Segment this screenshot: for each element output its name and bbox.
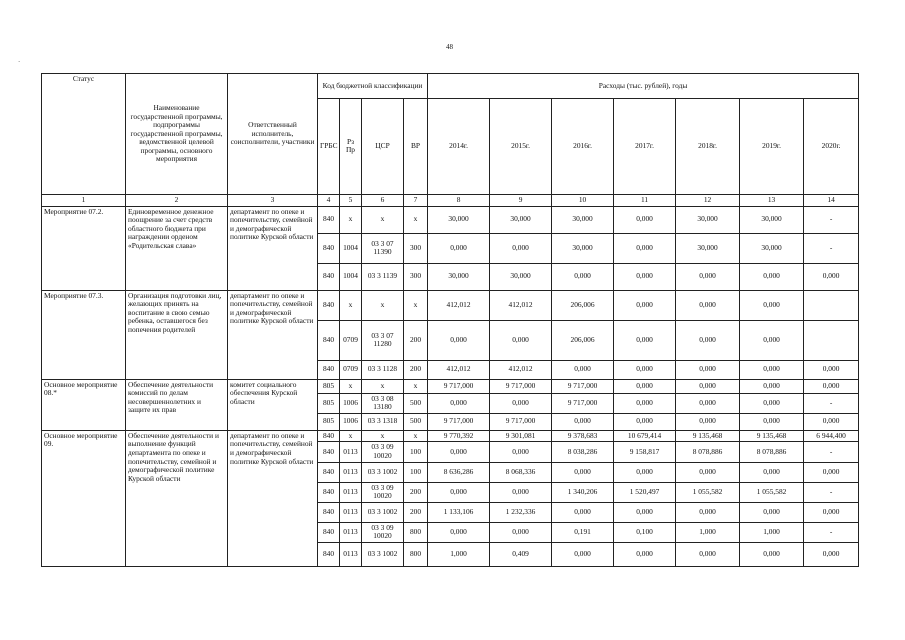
cell-value: 0,000 — [490, 393, 552, 413]
cell-value — [804, 290, 859, 320]
row-status: Мероприятие 07.3. — [42, 290, 126, 379]
header-csr: ЦСР — [362, 98, 404, 194]
cell-value: 1 340,206 — [552, 482, 614, 502]
column-number: 4 — [318, 195, 340, 207]
cell-value: 0,000 — [552, 413, 614, 430]
header-year: 2020г. — [804, 98, 859, 194]
row-responsible: департамент по опеке и попечительству, семейной и демографической политике Курской области — [228, 290, 318, 379]
table-row — [42, 379, 859, 393]
cell-value: 9 770,392 — [428, 430, 490, 442]
cell-value: 0,000 — [740, 413, 804, 430]
column-number: 1 — [42, 195, 126, 207]
cell-value: 0,000 — [614, 462, 676, 482]
cell-vr: 800 — [404, 522, 428, 542]
cell-rzpr: 1006 — [340, 413, 362, 430]
row-status: Основное мероприятие 09. — [42, 430, 126, 566]
cell-value: 0,000 — [614, 263, 676, 290]
cell-vr: x — [404, 379, 428, 393]
cell-rzpr: 0113 — [340, 522, 362, 542]
cell-value: 30,000 — [740, 206, 804, 233]
cell-value: 412,012 — [490, 290, 552, 320]
cell-value: 206,006 — [552, 290, 614, 320]
header-budget-code: Код бюджетной классификации — [318, 74, 428, 99]
cell-value: 0,000 — [552, 462, 614, 482]
cell-csr: 03 3 1128 — [362, 360, 404, 379]
column-number: 11 — [614, 195, 676, 207]
row-name: Организация подготовки лиц, желающих принять на воспитание в свою семью ребенка, оставшегося без попечения родителей — [126, 290, 228, 379]
cell-rzpr: x — [340, 206, 362, 233]
cell-value: 0,000 — [804, 502, 859, 522]
cell-grbs: 840 — [318, 442, 340, 462]
cell-value: 9 717,000 — [428, 379, 490, 393]
cell-rzpr: 0113 — [340, 442, 362, 462]
cell-value: 9 717,000 — [490, 379, 552, 393]
cell-grbs: 840 — [318, 502, 340, 522]
cell-value: 0,191 — [552, 522, 614, 542]
cell-value: 9 717,000 — [490, 413, 552, 430]
column-number: 10 — [552, 195, 614, 207]
cell-grbs: 840 — [318, 320, 340, 360]
cell-csr: x — [362, 206, 404, 233]
cell-grbs: 805 — [318, 413, 340, 430]
cell-value: 0,000 — [740, 290, 804, 320]
cell-value: 0,000 — [676, 462, 740, 482]
cell-value: 0,000 — [614, 206, 676, 233]
cell-value: - — [804, 393, 859, 413]
cell-vr: 100 — [404, 462, 428, 482]
cell-value: 9 158,817 — [614, 442, 676, 462]
cell-value: 0,000 — [490, 442, 552, 462]
cell-value: 1 055,582 — [676, 482, 740, 502]
header-grbs: ГРБС — [318, 98, 340, 194]
cell-rzpr: 0113 — [340, 462, 362, 482]
cell-value: 1 520,497 — [614, 482, 676, 502]
cell-value: 30,000 — [676, 206, 740, 233]
column-number: 12 — [676, 195, 740, 207]
cell-vr: x — [404, 206, 428, 233]
header-name: Наименование государственной программы, подпрограммы государственной программы, ведомственной целевой программы, основного мероприятия — [126, 74, 228, 195]
cell-value: 30,000 — [490, 263, 552, 290]
cell-vr: 500 — [404, 413, 428, 430]
cell-value: 30,000 — [428, 206, 490, 233]
cell-value: - — [804, 206, 859, 233]
cell-value: 9 135,468 — [740, 430, 804, 442]
cell-value: 0,000 — [676, 393, 740, 413]
cell-csr: x — [362, 290, 404, 320]
cell-value: 0,000 — [804, 413, 859, 430]
column-number: 8 — [428, 195, 490, 207]
cell-value: 412,012 — [428, 360, 490, 379]
cell-rzpr: 1004 — [340, 263, 362, 290]
cell-value: 0,000 — [740, 393, 804, 413]
cell-value: 0,000 — [490, 482, 552, 502]
table-row — [42, 290, 859, 320]
cell-value: 1 133,106 — [428, 502, 490, 522]
cell-value: 0,100 — [614, 522, 676, 542]
cell-vr: 300 — [404, 263, 428, 290]
cell-value: 9 378,683 — [552, 430, 614, 442]
cell-value: 0,000 — [740, 462, 804, 482]
header-year: 2019г. — [740, 98, 804, 194]
cell-value: 0,000 — [740, 360, 804, 379]
cell-csr: 03 3 1318 — [362, 413, 404, 430]
cell-csr: 03 3 09 10020 — [362, 522, 404, 542]
column-number: 14 — [804, 195, 859, 207]
cell-value: 412,012 — [490, 360, 552, 379]
cell-vr: x — [404, 430, 428, 442]
row-status: Мероприятие 07.2. — [42, 206, 126, 290]
cell-rzpr: 0113 — [340, 542, 362, 566]
cell-value: 30,000 — [676, 233, 740, 263]
cell-value: 0,000 — [614, 502, 676, 522]
header-year: 2015г. — [490, 98, 552, 194]
cell-value: 0,000 — [614, 379, 676, 393]
cell-value: 0,000 — [614, 290, 676, 320]
cell-value: 9 135,468 — [676, 430, 740, 442]
cell-value: 0,000 — [490, 233, 552, 263]
header-expenses: Расходы (тыс. рублей), годы — [428, 74, 859, 99]
header-year: 2016г. — [552, 98, 614, 194]
cell-value: 0,000 — [804, 462, 859, 482]
cell-value: 0,000 — [614, 413, 676, 430]
header-year: 2017г. — [614, 98, 676, 194]
cell-value: 9 717,000 — [428, 413, 490, 430]
cell-grbs: 805 — [318, 393, 340, 413]
cell-value: - — [804, 442, 859, 462]
cell-value: 0,000 — [740, 379, 804, 393]
cell-value: 0,000 — [428, 482, 490, 502]
cell-vr: 800 — [404, 542, 428, 566]
header-year: 2014г. — [428, 98, 490, 194]
cell-vr: 100 — [404, 442, 428, 462]
cell-rzpr: x — [340, 379, 362, 393]
cell-value: 0,000 — [614, 360, 676, 379]
cell-value: 0,000 — [614, 542, 676, 566]
header-year: 2018г. — [676, 98, 740, 194]
header-status: Статус — [42, 74, 126, 195]
cell-value: 9 301,081 — [490, 430, 552, 442]
column-number: 9 — [490, 195, 552, 207]
column-number: 2 — [126, 195, 228, 207]
cell-grbs: 840 — [318, 263, 340, 290]
row-responsible: комитет социального обеспечения Курской области — [228, 379, 318, 430]
cell-value: 30,000 — [740, 233, 804, 263]
cell-csr: 03 3 1139 — [362, 263, 404, 290]
page-number: 48 — [446, 43, 453, 51]
cell-value: 0,000 — [676, 413, 740, 430]
cell-value: - — [804, 522, 859, 542]
table-header — [42, 74, 859, 207]
cell-value: 9 717,000 — [552, 393, 614, 413]
margin-mark: ` — [18, 60, 21, 68]
cell-value: 0,000 — [490, 522, 552, 542]
cell-vr: 200 — [404, 502, 428, 522]
cell-grbs: 840 — [318, 430, 340, 442]
header-vr: ВР — [404, 98, 428, 194]
cell-grbs: 840 — [318, 522, 340, 542]
cell-value: 0,409 — [490, 542, 552, 566]
cell-csr: 03 3 09 10020 — [362, 482, 404, 502]
cell-value: 8 078,886 — [740, 442, 804, 462]
cell-vr: 500 — [404, 393, 428, 413]
cell-value: 0,000 — [740, 542, 804, 566]
row-name: Обеспечение деятельности и выполнение функций департамента по опеке и попечительству, семейной и демографической политике Курской области — [126, 430, 228, 566]
cell-value: - — [804, 233, 859, 263]
cell-value: 30,000 — [490, 206, 552, 233]
cell-vr: 200 — [404, 320, 428, 360]
column-number: 13 — [740, 195, 804, 207]
cell-value: 8 068,336 — [490, 462, 552, 482]
cell-value: 0,000 — [804, 360, 859, 379]
cell-value: 0,000 — [740, 320, 804, 360]
cell-grbs: 840 — [318, 206, 340, 233]
cell-rzpr: 1004 — [340, 233, 362, 263]
cell-value: 0,000 — [676, 320, 740, 360]
cell-value: - — [804, 482, 859, 502]
header-rzpr: Рз Пр — [340, 98, 362, 194]
cell-csr: 03 3 1002 — [362, 542, 404, 566]
cell-vr: 200 — [404, 482, 428, 502]
cell-value: 0,000 — [490, 320, 552, 360]
cell-csr: x — [362, 379, 404, 393]
cell-value: 1,000 — [740, 522, 804, 542]
column-number: 6 — [362, 195, 404, 207]
cell-grbs: 840 — [318, 482, 340, 502]
cell-value: 0,000 — [676, 379, 740, 393]
cell-value: 0,000 — [614, 233, 676, 263]
cell-csr: 03 3 08 13180 — [362, 393, 404, 413]
cell-vr: 300 — [404, 233, 428, 263]
cell-value: 10 679,414 — [614, 430, 676, 442]
cell-csr: 03 3 07 11390 — [362, 233, 404, 263]
cell-value: 0,000 — [676, 360, 740, 379]
budget-table — [41, 73, 859, 567]
cell-value: 0,000 — [552, 542, 614, 566]
cell-grbs: 840 — [318, 233, 340, 263]
column-number: 5 — [340, 195, 362, 207]
cell-vr: 200 — [404, 360, 428, 379]
cell-value: 0,000 — [676, 263, 740, 290]
row-responsible: департамент по опеке и попечительству, семейной и демографической политике Курской области — [228, 430, 318, 566]
cell-value: 206,006 — [552, 320, 614, 360]
cell-grbs: 805 — [318, 379, 340, 393]
column-number: 3 — [228, 195, 318, 207]
cell-grbs: 840 — [318, 462, 340, 482]
cell-value: 30,000 — [552, 206, 614, 233]
cell-value: 0,000 — [804, 542, 859, 566]
cell-grbs: 840 — [318, 290, 340, 320]
column-number-row — [42, 195, 859, 207]
row-name: Единовременное денежное поощрение за счет средств областного бюджета при награждении орденом «Родительская слава» — [126, 206, 228, 290]
cell-rzpr: 0709 — [340, 360, 362, 379]
cell-value: 412,012 — [428, 290, 490, 320]
cell-value: 0,000 — [804, 263, 859, 290]
cell-rzpr: 0709 — [340, 320, 362, 360]
cell-value: 8 038,286 — [552, 442, 614, 462]
table-body — [42, 206, 859, 566]
cell-value: 6 944,400 — [804, 430, 859, 442]
cell-value: 0,000 — [614, 320, 676, 360]
cell-value: 0,000 — [740, 263, 804, 290]
cell-value: 1 055,582 — [740, 482, 804, 502]
cell-value: 9 717,000 — [552, 379, 614, 393]
column-number: 7 — [404, 195, 428, 207]
cell-value: 1 232,336 — [490, 502, 552, 522]
cell-value — [804, 320, 859, 360]
cell-value: 8 078,886 — [676, 442, 740, 462]
row-name: Обеспечение деятельности комиссий по делам несовершеннолетних и защите их прав — [126, 379, 228, 430]
cell-value: 0,000 — [552, 263, 614, 290]
cell-value: 1,000 — [428, 542, 490, 566]
cell-value: 0,000 — [428, 393, 490, 413]
cell-rzpr: 0113 — [340, 502, 362, 522]
cell-value: 1,000 — [676, 522, 740, 542]
cell-value: 0,000 — [676, 542, 740, 566]
cell-value: 0,000 — [614, 393, 676, 413]
cell-value: 0,000 — [428, 522, 490, 542]
table-row — [42, 206, 859, 233]
cell-rzpr: 1006 — [340, 393, 362, 413]
cell-value: 30,000 — [552, 233, 614, 263]
cell-value: 0,000 — [676, 290, 740, 320]
row-status: Основное мероприятие 08.* — [42, 379, 126, 430]
cell-rzpr: 0113 — [340, 482, 362, 502]
cell-csr: x — [362, 430, 404, 442]
cell-value: 0,000 — [740, 502, 804, 522]
cell-value: 0,000 — [552, 360, 614, 379]
cell-grbs: 840 — [318, 542, 340, 566]
table-row — [42, 430, 859, 442]
cell-value: 0,000 — [428, 233, 490, 263]
cell-rzpr: x — [340, 430, 362, 442]
cell-grbs: 840 — [318, 360, 340, 379]
header-responsible: Ответственный исполнитель, соисполнители, участники — [228, 74, 318, 195]
cell-csr: 03 3 07 11280 — [362, 320, 404, 360]
cell-value: 0,000 — [676, 502, 740, 522]
cell-value: 0,000 — [804, 379, 859, 393]
cell-vr: x — [404, 290, 428, 320]
cell-csr: 03 3 1002 — [362, 462, 404, 482]
row-responsible: департамент по опеке и попечительству, семейной и демографической политике Курской области — [228, 206, 318, 290]
cell-csr: 03 3 1002 — [362, 502, 404, 522]
cell-csr: 03 3 09 10020 — [362, 442, 404, 462]
cell-value: 30,000 — [428, 263, 490, 290]
cell-value: 8 636,286 — [428, 462, 490, 482]
cell-value: 0,000 — [552, 502, 614, 522]
cell-rzpr: x — [340, 290, 362, 320]
cell-value: 0,000 — [428, 320, 490, 360]
cell-value: 0,000 — [428, 442, 490, 462]
